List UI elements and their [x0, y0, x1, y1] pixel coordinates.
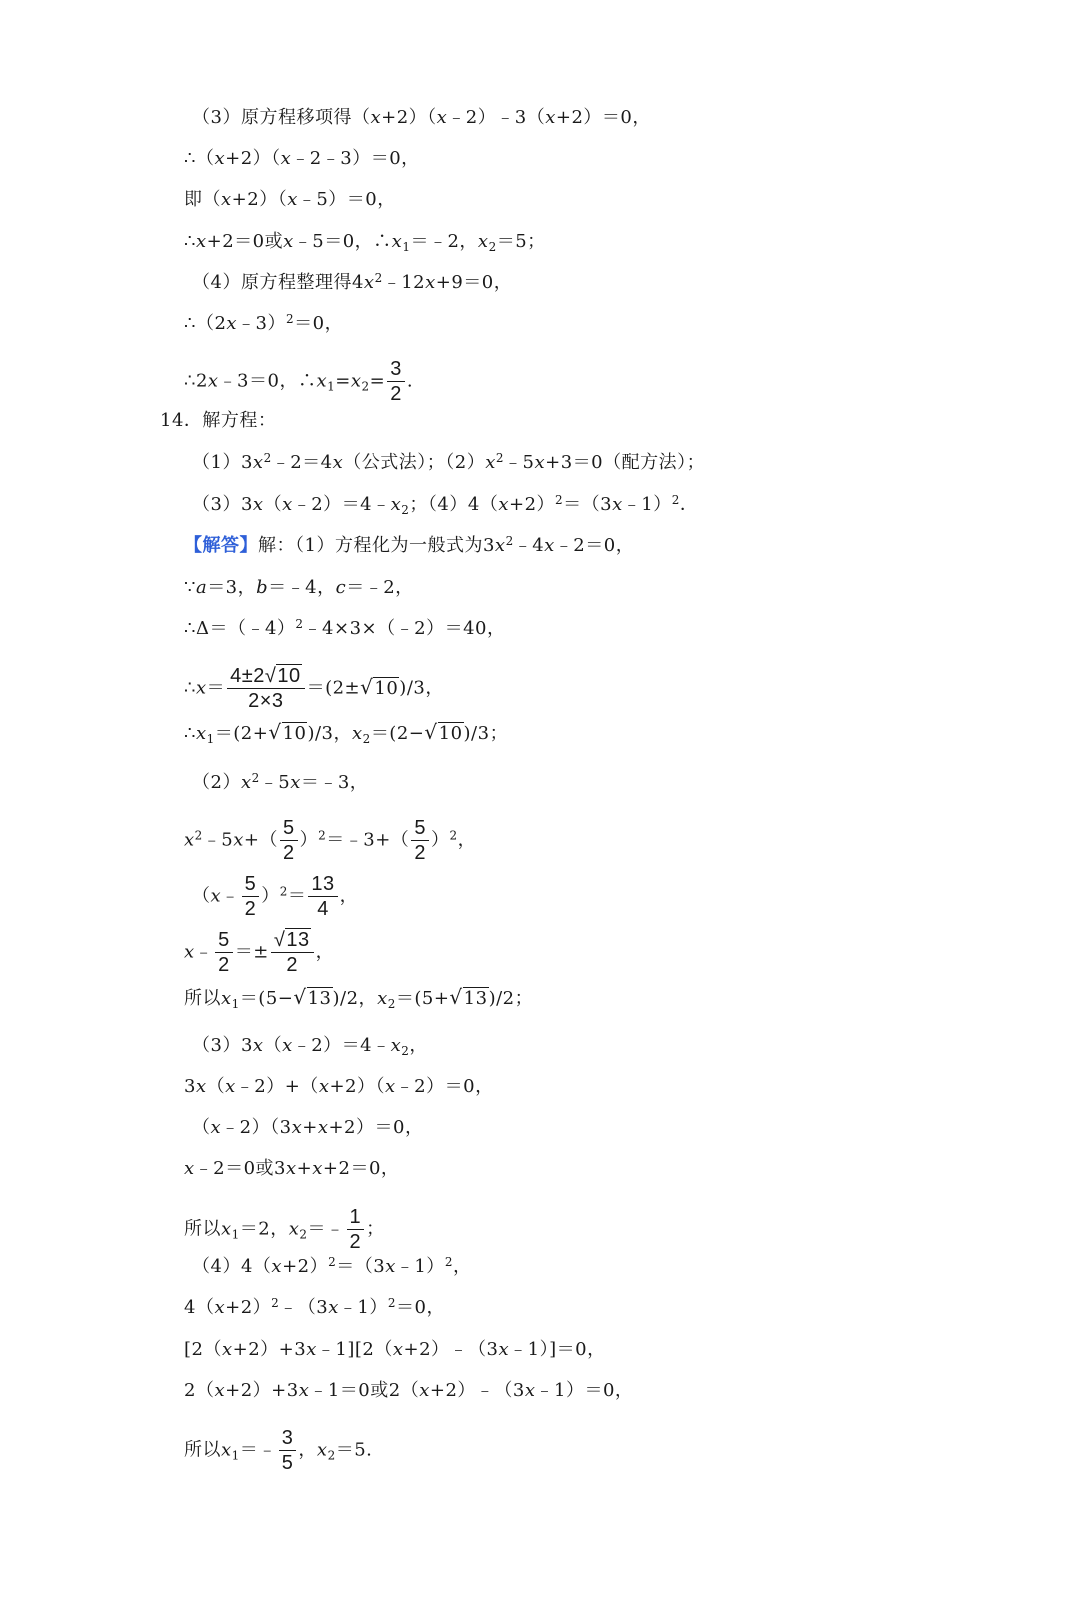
fraction: $\frac{√13}{2}$ — [271, 929, 314, 976]
text-line: $(2)x^2﹣5x=﹣3$， — [192, 771, 369, 793]
text-line: 2（x+2）+3x﹣1＝0或2（x+2）﹣（3x﹣1）＝0， — [184, 1380, 634, 1401]
text-line: ∴（x+2）（x﹣2﹣3）＝0， — [184, 148, 420, 169]
text-line: 3x（x﹣2）+（x+2）（x﹣2）＝0， — [184, 1076, 494, 1097]
fraction: $\frac{5}{2}$ — [215, 929, 233, 976]
text-line: ∴x+2＝0或x﹣5＝0，$\therefore x_1=﹣2$，$x_2=5$； — [184, 231, 546, 254]
text-line: $(1)3x^2﹣2=4x$（公式法）；$(2)x^2﹣5x+3=0$（配方法）； — [192, 451, 706, 473]
text-line: $4(x+2)^2﹣(3x﹣1)^2=0$， — [184, 1296, 445, 1318]
answer-tag: 【解答】 — [184, 535, 258, 556]
text-line: [2（x+2）+3x﹣1][2（x+2）﹣（3x﹣1）]＝0， — [184, 1339, 606, 1360]
text-line: （x﹣ $\frac{5}{2}$ ）$^2$＝ $\frac{13}{4}$ ， — [192, 873, 359, 920]
text-line: ∴2x﹣3＝0，$\therefore x_1=x_2=$ $\frac{3}{2}$ . — [184, 358, 414, 405]
fraction: $\frac{5}{2}$ — [242, 873, 260, 920]
text-line: ∵a＝3，b＝﹣4，c＝﹣2， — [184, 577, 414, 598]
text-line: $(3)3x(x﹣2)=4﹣x_2$；$(4)4(x+2)^2=(3x﹣1)^2$． — [192, 493, 699, 517]
text-line: 所以$x_1=2$，$x_2=﹣$ $\frac{1}{2}$ ； — [184, 1206, 385, 1253]
text-line: ∴（2x﹣3）$^2$＝0， — [184, 312, 344, 334]
text-line: 即（x+2）（x﹣5）＝0， — [184, 189, 396, 210]
text-line: $\therefore x_1=(2+√10)/3$，$x_2=(2-√10)/3$； — [184, 720, 509, 746]
text-line: （x﹣2）（3x+x+2）＝0， — [192, 1117, 424, 1138]
text-line: x﹣ $\frac{5}{2}$ ＝± $\frac{√13}{2}$ ， — [184, 929, 335, 976]
text-line: （4）原方程整理得$4x^2﹣12x+9=0$， — [192, 271, 513, 293]
fraction: $\frac{13}{4}$ — [308, 873, 337, 920]
text-line: 所以$x_1=﹣$ $\frac{3}{5}$ ，$x_2=5$. — [184, 1427, 373, 1474]
text-line: 【解答】解：（1）方程化为一般式为$3x^2﹣4x﹣2=0$， — [184, 534, 635, 556]
fraction: $\frac{1}{2}$ — [347, 1206, 365, 1253]
text-line: ∴x＝ $\frac{4\pm 2√10}{2\times 3}$ ＝(2±√10)/3， — [184, 665, 444, 712]
fraction: $\frac{3}{5}$ — [279, 1427, 297, 1474]
text-line: x﹣2＝0或3x+x+2＝0， — [184, 1158, 400, 1179]
text-line: 所以$x_1=(5-√13)/2$，$x_2=(5+√13)/2$； — [184, 985, 534, 1011]
text-line: 14．解方程： — [160, 410, 277, 431]
fraction: $\frac{3}{2}$ — [387, 358, 405, 405]
text-line: $(4)4(x+2)^2=(3x﹣1)^2$， — [192, 1255, 472, 1277]
fraction: $\frac{5}{2}$ — [280, 817, 298, 864]
text-line: $x^2﹣5x+$（ $\frac{5}{2}$ ）$^2$＝﹣3+（ $\frac{5}{2}$ ）$^2$， — [184, 817, 477, 864]
text-line: ∴Δ＝（﹣4）$^2$﹣4×3×（﹣2）＝40， — [184, 617, 506, 639]
fraction: $\frac{4\pm 2√10}{2\times 3}$ — [227, 665, 304, 712]
text-line: $(3)3x(x﹣2)=4﹣x_2$， — [192, 1035, 428, 1058]
text-line: （3）原方程移项得（x+2）（x﹣2）﹣3（x+2）＝0， — [192, 107, 651, 128]
fraction: $\frac{5}{2}$ — [411, 817, 429, 864]
